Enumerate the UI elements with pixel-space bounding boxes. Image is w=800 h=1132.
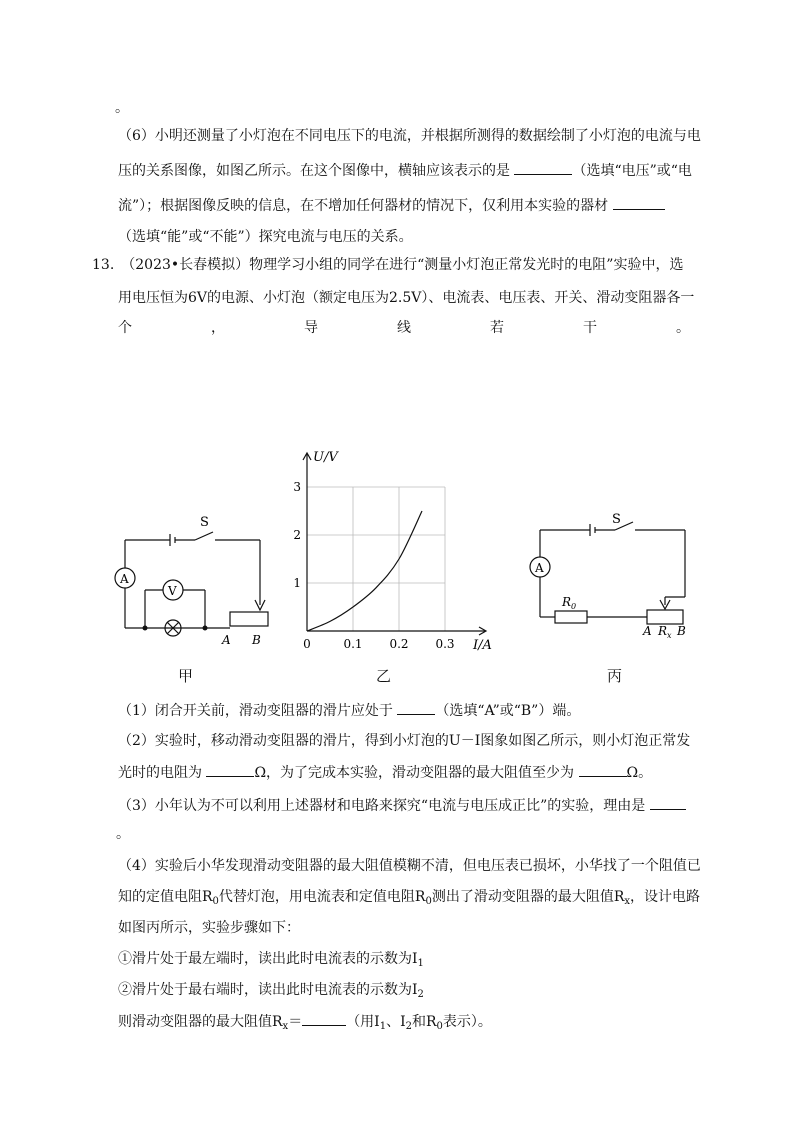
end-a-label: A <box>643 624 652 638</box>
subscript: x <box>624 896 631 907</box>
y-tick-label: 1 <box>293 576 301 590</box>
char: 干 <box>583 320 597 336</box>
char: 。 <box>676 320 690 336</box>
answer-blank[interactable] <box>650 795 686 810</box>
switch-label: S <box>612 512 621 527</box>
text: ，设计电路 <box>630 889 701 905</box>
r0-label: $R_0$ <box>562 595 577 611</box>
text: Ω。 <box>626 765 653 781</box>
y-tick-label: 3 <box>293 480 301 494</box>
figure-caption-jia: 甲 <box>178 667 194 685</box>
subscript: 2 <box>417 989 424 1000</box>
step-3 <box>118 1011 492 1032</box>
chart-series-line <box>307 511 422 631</box>
answer-blank[interactable] <box>514 160 572 175</box>
char: 线 <box>397 320 411 336</box>
chart-ylabel: U/V <box>313 450 338 465</box>
answer-blank[interactable] <box>397 700 435 715</box>
text: 知的定值电阻R <box>118 889 213 905</box>
sub-question-2-line-1: （2）实验时，移动滑动变阻器的滑片，得到小灯泡的U－I图象如图乙所示，则小灯泡正常发 <box>118 733 691 749</box>
text: ＝ <box>288 1014 303 1030</box>
text: ②滑片处于最右端时，读出此时电流表的示数为I <box>118 982 418 998</box>
step-2 <box>118 980 424 1000</box>
text: （选填“A”或“B”）端。 <box>435 703 581 719</box>
text: （选填“电压”或“电 <box>572 163 692 179</box>
chart-xlabel: I/A <box>473 638 492 653</box>
subscript: 0 <box>212 896 219 907</box>
figure-caption-bing: 丙 <box>607 667 623 685</box>
text: （1）闭合开关前，滑动变阻器的滑片应处于 <box>118 703 398 719</box>
step-1 <box>118 949 424 969</box>
char: 个 <box>118 320 132 336</box>
x-tick-label: 0.2 <box>389 637 409 651</box>
char: 若 <box>490 320 504 336</box>
sub-question-3-line-2: 。 <box>116 826 130 842</box>
sub-question-4-line-1: （4）实验后小华发现滑动变阻器的最大阻值模糊不清，但电压表已损坏，小华找了一个阻值已 <box>118 858 701 874</box>
answer-blank[interactable] <box>579 762 627 777</box>
question-6-line-1: （6）小明还测量了小灯泡在不同电压下的电流，并根据所测得的数据绘制了小灯泡的电流与电 <box>118 128 701 144</box>
end-b-label: B <box>677 624 686 638</box>
sub-question-2-line-2 <box>118 762 652 783</box>
subscript: 0 <box>436 1021 443 1032</box>
sub-question-4-line-2 <box>118 887 700 907</box>
line-fragment: 。 <box>115 100 129 116</box>
question-6-line-4: （选填“能”或“不能”）探究电流与电压的关系。 <box>118 229 413 245</box>
text: 代替灯泡，用电流表和定值电阻R <box>218 889 426 905</box>
chart-axes <box>303 453 486 635</box>
answer-blank[interactable] <box>613 195 665 210</box>
voltmeter-label: V <box>168 584 177 598</box>
figure-caption-yi: 乙 <box>376 667 392 685</box>
answer-blank[interactable] <box>206 762 254 777</box>
text: 测出了滑动变阻器的最大阻值R <box>431 889 625 905</box>
end-b-label: B <box>252 633 261 647</box>
question-13-line-3 <box>118 318 690 338</box>
text: 光时的电阻为 <box>118 765 207 781</box>
question-6-line-2 <box>118 160 692 181</box>
text: 流”）；根据图像反映的信息，在不增加任何器材的情况下，仅利用本实验的器材 <box>118 198 613 214</box>
x-tick-label: 0.1 <box>343 637 363 651</box>
text: （3）小年认为不可以利用上述器材和电路来探究“电流与电压成正比”的实验，理由是 <box>118 798 650 814</box>
sub-question-4-line-3: 如图丙所示，实验步骤如下： <box>118 920 300 936</box>
ui-chart <box>290 448 505 653</box>
subscript: 1 <box>417 958 424 969</box>
x-tick-label: 0 <box>303 637 311 651</box>
question-13-line-2: 用电压恒为6V的电源、小灯泡（额定电压为2.5V）、电流表、电压表、开关、滑动变阻器各一 <box>118 290 695 306</box>
chart-ticks <box>293 480 454 651</box>
text: 、I <box>386 1014 406 1030</box>
ammeter-label: A <box>120 572 129 586</box>
rx-label: $R_x$ <box>658 624 672 640</box>
question-13-line-1: 13. （2023•长春模拟）物理学习小组的同学在进行“测量小灯泡正常发光时的电阻”实验中，选 <box>92 257 684 273</box>
subscript: 1 <box>379 1021 387 1032</box>
circuit-diagram-bing <box>525 505 695 645</box>
text: Ω，为了完成本实验，滑动变阻器的最大阻值至少为 <box>254 765 579 781</box>
text: 和R <box>412 1014 437 1030</box>
text: （用I <box>346 1014 380 1030</box>
question-6-line-3 <box>118 195 665 216</box>
text: 则滑动变阻器的最大阻值R <box>118 1014 283 1030</box>
text: 压的关系图像，如图乙所示。在这个图像中，横轴应该表示的是 <box>118 163 515 179</box>
char: ， <box>211 320 225 336</box>
subscript: x <box>282 1021 289 1032</box>
circuit-diagram-jia <box>105 510 275 650</box>
ammeter-label: A <box>535 561 544 575</box>
switch-label: S <box>200 515 209 530</box>
sub-question-3-line-1 <box>118 795 686 816</box>
chart-grid <box>307 487 445 631</box>
text: ①滑片处于最左端时，读出此时电流表的示数为I <box>118 951 418 967</box>
end-a-label: A <box>222 633 231 647</box>
answer-blank[interactable] <box>302 1011 346 1026</box>
sub-question-1 <box>118 700 580 721</box>
x-tick-label: 0.3 <box>435 637 455 651</box>
text: 表示）。 <box>442 1014 492 1030</box>
subscript: 0 <box>425 896 432 907</box>
subscript: 2 <box>405 1021 412 1032</box>
char: 导 <box>304 320 318 336</box>
y-tick-label: 2 <box>293 528 301 542</box>
